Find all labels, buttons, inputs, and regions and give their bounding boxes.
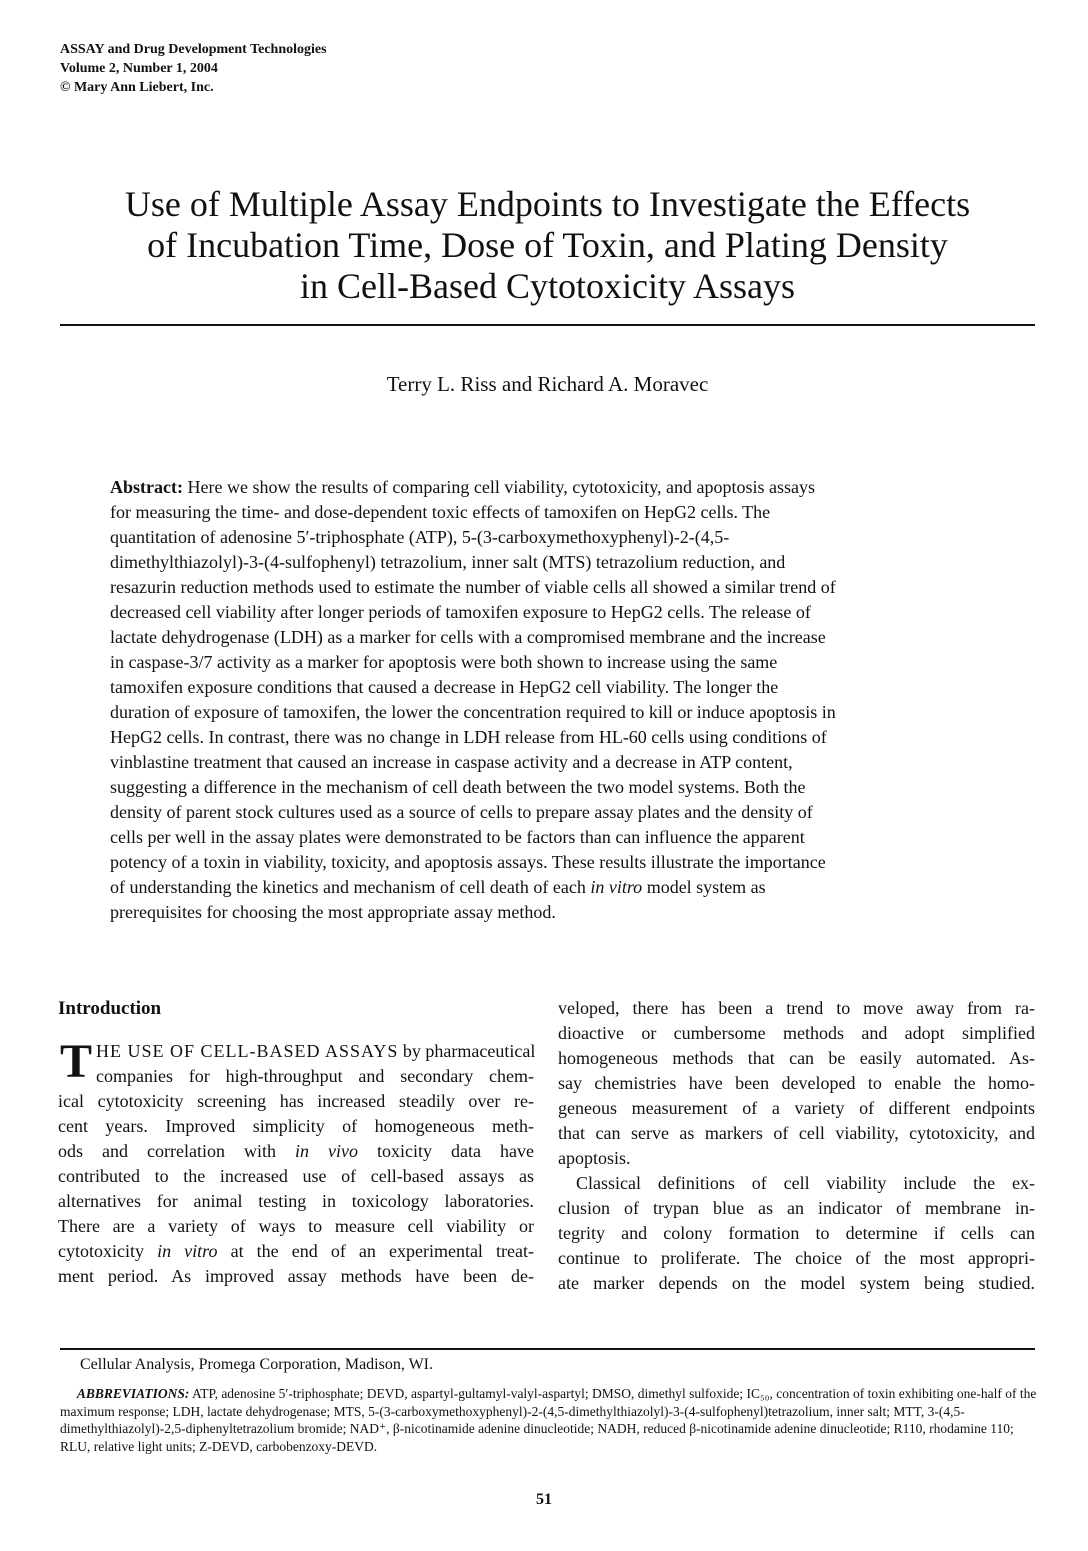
left-column [58, 996, 534, 1289]
intro-line: contributed to the increased use of cell-based assays as [58, 1166, 534, 1186]
small-caps-lead: HE USE OF CELL-BASED ASSAYS [96, 1041, 399, 1061]
intro-paragraph [58, 1035, 536, 1289]
body-line: say chemistries have been developed to enable the homo- [558, 1073, 1035, 1093]
abstract-line: Here we show the results of comparing cell viability, cytotoxicity, and apoptosis assays [182, 477, 816, 497]
abstract-italic: in vitro [590, 877, 643, 897]
title-line: Use of Multiple Assay Endpoints to Investigate the Effects [124, 184, 971, 224]
body-line: veloped, there has been a trend to move away from ra- [558, 998, 1035, 1018]
abstract [110, 475, 990, 925]
journal-header [60, 40, 327, 97]
abstract-line: duration of exposure of tamoxifen, the lower the concentration required to kill or induce apoptosis in [110, 702, 836, 722]
abstract-line: vinblastine treatment that caused an increase in caspase activity and a decrease in ATP content, [110, 752, 793, 772]
intro-italic: in vitro [157, 1241, 218, 1261]
abstract-line: HepG2 cells. In contrast, there was no change in LDH release from HL-60 cells using conditions of [110, 727, 827, 747]
body-line: dioactive or cumbersome methods and adopt simplified [558, 1023, 1035, 1043]
body-line: ate marker depends on the model system being studied. [558, 1273, 1035, 1293]
body-line: Classical definitions of cell viability include the ex- [576, 1173, 1035, 1193]
abstract-line: potency of a toxin in viability, toxicity, and apoptosis assays. These results illustrate the importance [110, 852, 826, 872]
intro-line: ment period. As improved assay methods have been de- [58, 1266, 534, 1286]
affiliation: Cellular Analysis, Promega Corporation, Madison, WI. [80, 1356, 433, 1373]
abstract-line: suggesting a difference in the mechanism of cell death between the two model systems. Both the [110, 777, 806, 797]
drop-cap: T [60, 1035, 93, 1088]
body-line: tegrity and colony formation to determine if cells can [558, 1223, 1035, 1243]
footnote-divider [60, 1348, 1035, 1350]
abstract-line: density of parent stock cultures used as a source of cells to prepare assay plates and the density of [110, 802, 813, 822]
abstract-line: in caspase-3/7 activity as a marker for apoptosis were both shown to increase using the same [110, 652, 778, 672]
intro-line: companies for high-throughput and secondary chem- [96, 1066, 534, 1086]
abstract-line: for measuring the time- and dose-dependent toxic effects of tamoxifen on HepG2 cells. The [110, 502, 771, 522]
abbreviations-text: ATP, adenosine 5′-triphosphate; DEVD, aspartyl-gultamyl-valyl-aspartyl; DMSO, dimethyl sulfoxide; IC₅₀, concentration of toxin exhibiting one-half of the maximum response; LDH, lactate dehydrogenase; MTS, 5-(3-carboxymethoxyphenyl)-2-(4,5-dimethylthiazolyl)-3-(4-sulfophenyl)tetrazolium, inner salt; MTT, 3-(4,5-dimethylthiazolyl)-2,5-diphenyltetrazolium bromide; NAD⁺, β-nicotinamide adenine dinucleotide; NADH, reduced β-nicotinamide adenine dinucleotide; R110, rhodamine 110; RLU, relative light units; Z-DEVD, carbobenzoxy-DEVD. [60, 1386, 1037, 1454]
abstract-line: cells per well in the assay plates were demonstrated to be factors than can influence the apparent [110, 827, 805, 847]
title-divider [60, 324, 1035, 326]
right-column [558, 996, 1035, 1296]
abstract-line: tamoxifen exposure conditions that caused a decrease in HepG2 cell viability. The longer the [110, 677, 779, 697]
body-line: homogeneous methods that can be easily automated. As- [558, 1048, 1035, 1068]
abstract-label: Abstract: [110, 477, 183, 497]
intro-text: at the end of an experimental treat- [217, 1241, 534, 1261]
abstract-line: decreased cell viability after longer periods of tamoxifen exposure to HepG2 cells. The release of [110, 602, 811, 622]
title-line: of Incubation Time, Dose of Toxin, and Plating Density [147, 225, 948, 265]
intro-line: There are a variety of ways to measure cell viability or [58, 1216, 534, 1236]
body-line: apoptosis. [558, 1148, 631, 1168]
abstract-line: lactate dehydrogenase (LDH) as a marker for cells with a compromised membrane and the increase [110, 627, 826, 647]
journal-volume: Volume 2, Number 1, 2004 [60, 61, 218, 76]
intro-text: by pharmaceutical [398, 1041, 536, 1061]
abstract-text: model system as [642, 877, 766, 897]
intro-text: ods and correlation with [58, 1141, 296, 1161]
abstract-line: dimethylthiazolyl)-3-(4-sulfophenyl) tetrazolium, inner salt (MTS) tetrazolium reduction, and [110, 552, 786, 572]
abstract-line: quantitation of adenosine 5′-triphosphate (ATP), 5-(3-carboxymethoxyphenyl)-2-(4,5- [110, 527, 730, 547]
intro-italic: in vivo [295, 1141, 359, 1161]
authors: Terry L. Riss and Richard A. Moravec [386, 372, 709, 396]
body-line: clusion of trypan blue as an indicator of membrane in- [558, 1198, 1035, 1218]
abstract-line: prerequisites for choosing the most appropriate assay method. [110, 902, 556, 922]
journal-publisher: © Mary Ann Liebert, Inc. [60, 80, 214, 95]
body-line: that can serve as markers of cell viability, cytotoxicity, and [558, 1123, 1035, 1143]
article-title [60, 184, 1035, 307]
intro-line: ical cytotoxicity screening has increased steadily over re- [58, 1091, 534, 1111]
body-line: continue to proliferate. The choice of the most appropri- [558, 1248, 1035, 1268]
intro-line: alternatives for animal testing in toxicology laboratories. [58, 1191, 534, 1211]
body-line: geneous measurement of a variety of different endpoints [558, 1098, 1035, 1118]
abbreviations-label: ABBREVIATIONS: [76, 1386, 190, 1401]
title-line: in Cell-Based Cytotoxicity Assays [300, 266, 795, 306]
abstract-text: of understanding the kinetics and mechanism of cell death of each [110, 877, 591, 897]
abbreviations-footnote [60, 1385, 1037, 1455]
section-heading-introduction: Introduction [58, 998, 162, 1019]
journal-name: ASSAY and Drug Development Technologies [60, 42, 327, 57]
intro-text: toxicity data have [358, 1141, 535, 1161]
intro-text: cytotoxicity [58, 1241, 158, 1261]
abstract-line: resazurin reduction methods used to estimate the number of viable cells all showed a similar trend of [110, 577, 836, 597]
page-number: 51 [536, 1491, 552, 1508]
intro-line: cent years. Improved simplicity of homogeneous meth- [58, 1116, 534, 1136]
